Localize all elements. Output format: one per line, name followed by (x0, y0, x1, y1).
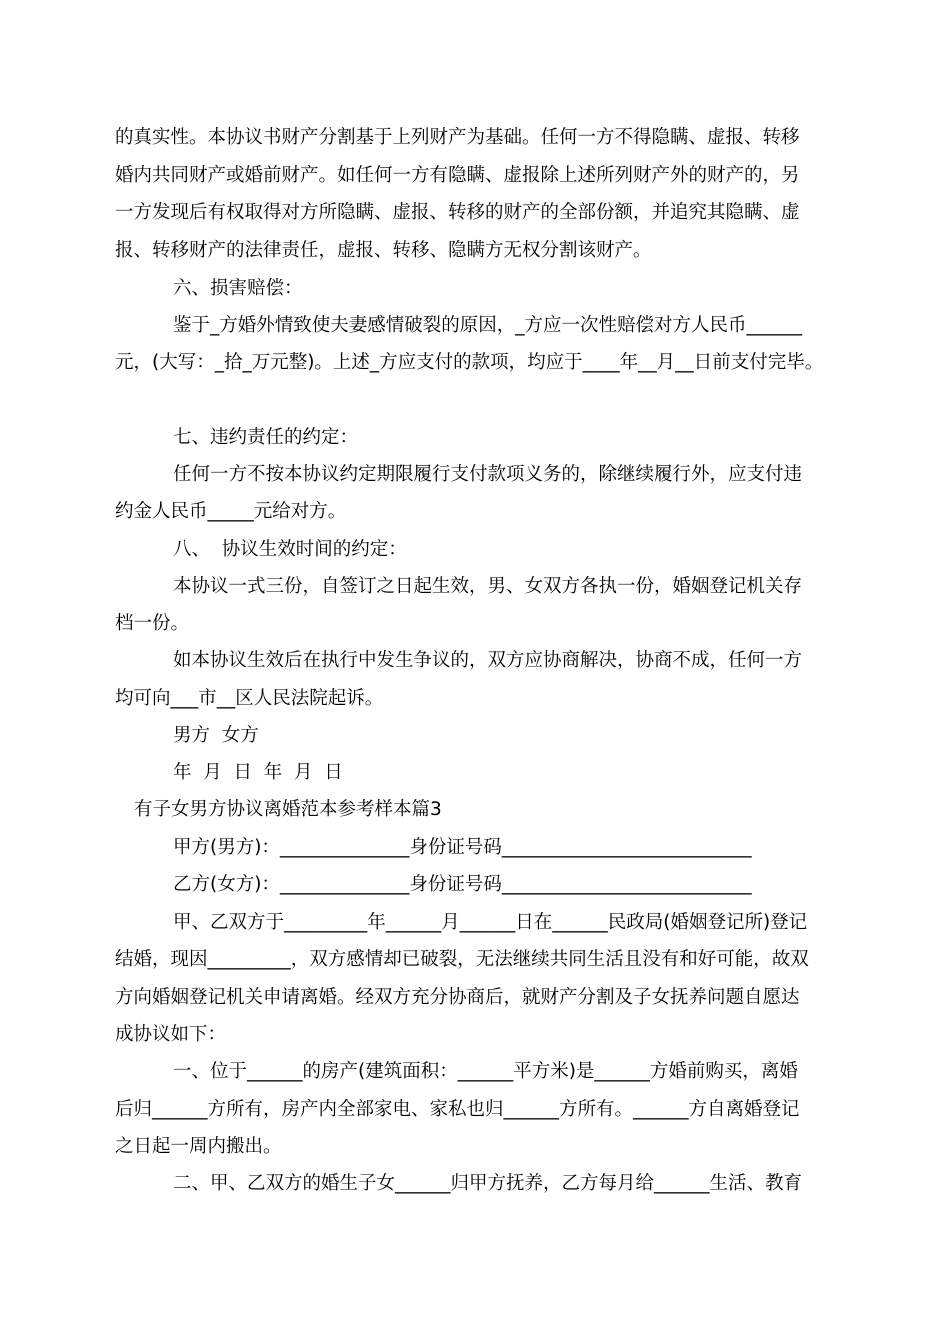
paragraph-line: 报、转移财产的法律责任，虚报、转移、隐瞒方无权分割该财产。 (115, 240, 652, 261)
paragraph-line: 之日起一周内搬出。 (115, 1136, 282, 1157)
paragraph-line: 元，(大写：_拾_万元整)。上述_方应支付的款项，均应于____年__月__日前支付完毕。 (115, 352, 824, 373)
paragraph-line: 二、甲、乙双方的婚生子女______归甲方抚养，乙方每月给______生活、教育 (173, 1173, 803, 1194)
document-title: 有子女男方协议离婚范本参考样本篇3 (134, 799, 442, 820)
paragraph-line: 一、位于______的房产(建筑面积：______平方米)是______方婚前购买，离婚 (173, 1061, 798, 1082)
paragraph-line: 均可向___市__区人民法院起诉。 (115, 688, 384, 709)
paragraph-line: 约金人民币_____元给对方。 (115, 501, 347, 522)
party-a-line: 甲方(男方)：______________身份证号码___________________________ (173, 837, 752, 858)
paragraph-line: 的真实性。本协议书财产分割基于上列财产为基础。任何一方不得隐瞒、虚报、转移 (115, 127, 800, 148)
paragraph-line: 婚内共同财产或婚前财产。如任何一方有隐瞒、虚报除上述所列财产外的财产的，另 (115, 165, 800, 186)
paragraph-line: 本协议一式三份，自签订之日起生效，男、女双方各执一份，婚姻登记机关存 (173, 576, 803, 597)
paragraph-line: 方向婚姻登记机关申请离婚。经双方充分协商后，就财产分割及子女抚养问题自愿达 (115, 987, 800, 1008)
paragraph-line: 甲、乙双方于_________年______月______日在______民政局(婚姻登记所)登记 (173, 912, 808, 933)
paragraph-line: 结婚，现因_________，双方感情却已破裂，无法继续共同生活且没有和好可能，故双 (115, 949, 809, 970)
signature-dates: 年 月 日 年 月 日 (173, 762, 343, 783)
section-heading: 七、违约责任的约定： (173, 427, 359, 448)
paragraph-line: 鉴于_方婚外情致使夫妻感情破裂的原因，_方应一次性赔偿对方人民币______ (173, 315, 803, 336)
signature-parties: 男方 女方 (173, 725, 259, 746)
paragraph-line: 如本协议生效后在执行中发生争议的，双方应协商解决，协商不成，任何一方 (173, 650, 803, 671)
paragraph-line: 后归______方所有，房产内全部家电、家私也归______方所有。______方自离婚登记 (115, 1099, 800, 1120)
paragraph-line: 一方发现后有权取得对方所隐瞒、虚报、转移的财产的全部份额，并追究其隐瞒、虚 (115, 202, 800, 223)
section-heading: 八、 协议生效时间的约定： (173, 539, 407, 560)
section-heading: 六、损害赔偿： (173, 278, 303, 299)
paragraph-line: 档一份。 (115, 613, 190, 634)
paragraph-line: 任何一方不按本协议约定期限履行支付款项义务的，除继续履行外，应支付违 (173, 464, 803, 485)
party-b-line: 乙方(女方)：______________身份证号码___________________________ (173, 874, 752, 895)
paragraph-line: 成协议如下： (115, 1024, 227, 1045)
